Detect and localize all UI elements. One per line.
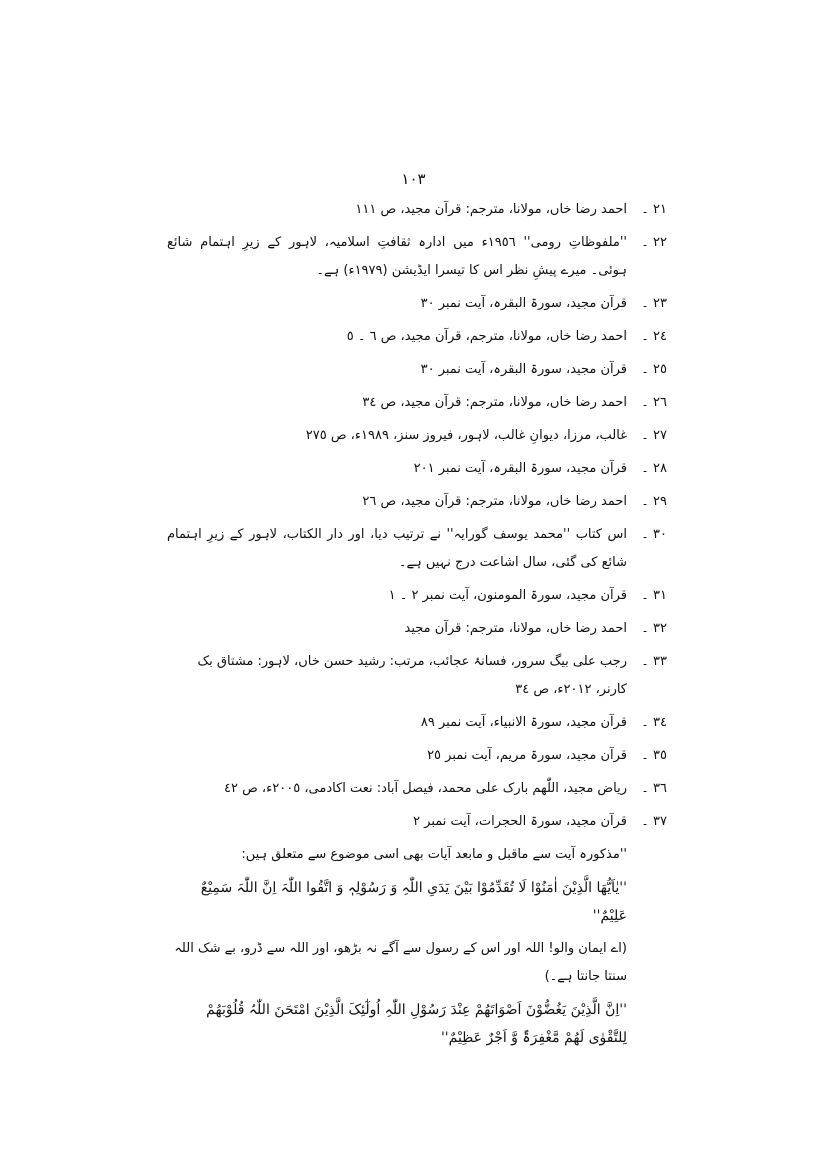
- endnote-text: قرآن مجید، سورۃ المومنون، آیت نمبر ٢ ۔ ١: [388, 588, 627, 603]
- endnote-text: ''ملفوظاتِ رومی'' ١٩٥٦ء میں ادارہ ثقافتِ اسلامیہ، لاہور کے زیرِ اہتمام شائع ہوئی۔ میرے پیشِ نظر اس کا تیسرا ایڈیشن (١٩٧٩ء) ہے۔: [167, 235, 627, 278]
- endnote-number: ٢٦ ۔: [641, 395, 667, 410]
- endnote-27: [167, 422, 667, 450]
- endnote-text: احمد رضا خاں، مولانا، مترجم: قرآن مجید، ص ٣٤: [362, 395, 627, 410]
- endnote-number: ٢٧ ۔: [641, 428, 667, 443]
- endnote-number: ٣٠ ۔: [641, 527, 667, 542]
- endnote-text: رجب علی بیگ سرور، فسانۂ عجائب، مرتب: رشید حسن خاں، لاہور: مشتاق بک کارنر، ٢٠١٢ء، ص ٣٤: [197, 654, 627, 697]
- endnote-number: ٣٦ ۔: [641, 781, 667, 796]
- endnote-number: ٢٢ ۔: [641, 235, 667, 250]
- endnote-22: [167, 229, 667, 285]
- endnote-text: قرآن مجید، سورۃ البقرہ، آیت نمبر ٣٠: [420, 296, 627, 311]
- quote-verse-2: ''اِنَّ الَّذِیْنَ یَغُضُّوْنَ اَصْوَاتَھُمْ عِنْدَ رَسُوْلِ اللّٰہِ اُولٰٓئِکَ الَّذِیْنَ امْتَحَنَ اللّٰہُ قُلُوْبَھُمْ لِلتَّقْوٰی لَھُمْ مَّغْفِرَۃٌ وَّ اَجْرٌ عَظِیْمٌ'': [206, 1002, 627, 1046]
- endnote-25: [167, 356, 667, 384]
- page-number: ١٠٣: [401, 170, 426, 188]
- endnote-number: ٣٣ ۔: [641, 654, 667, 669]
- endnote-text: قرآن مجید، سورۃ الحجرات، آیت نمبر ٢: [413, 814, 627, 829]
- endnote-number: ٣٢ ۔: [641, 621, 667, 636]
- endnote-32: [167, 615, 667, 643]
- endnote-text: غالب، مرزا، دیوانِ غالب، لاہور، فیروز سنز، ١٩٨٩ء، ص ٢٧٥: [305, 428, 627, 443]
- endnote-text: قرآن مجید، سورۃ الانبیاء، آیت نمبر ٨٩: [420, 715, 627, 730]
- endnote-30: [167, 521, 667, 577]
- endnote-text: احمد رضا خاں، مولانا، مترجم، قرآن مجید، ص ٦ ۔ ٥: [346, 329, 627, 344]
- endnote-number: ٢٥ ۔: [641, 362, 667, 377]
- endnote-number: ٣١ ۔: [641, 588, 667, 603]
- quote-intro: ''مذکورہ آیت سے ماقبل و مابعد آیات بھی اسی موضوع سے متعلق ہیں:: [241, 847, 627, 862]
- endnote-31: [167, 582, 667, 610]
- endnote-35: [167, 742, 667, 770]
- endnote-23: [167, 290, 667, 318]
- endnote-number: ٢٨ ۔: [641, 461, 667, 476]
- endnote-number: ٢٤ ۔: [641, 329, 667, 344]
- endnote-number: ٢١ ۔: [641, 202, 667, 217]
- endnote-number: ٢٩ ۔: [641, 494, 667, 509]
- endnote-number: ٣٤ ۔: [641, 715, 667, 730]
- endnote-number: ٣٥ ۔: [641, 748, 667, 763]
- endnote-text: قرآن مجید، سورۃ مریم، آیت نمبر ٢٥: [427, 748, 627, 763]
- quote-verse-1: ''یٰاَیُّھَا الَّذِیْنَ اٰمَنُوْا لَا تُقَدِّمُوْا بَیْنَ یَدَیِ اللّٰہِ وَ رَسُوْلِہٖ وَ اتَّقُوا اللّٰہَ اِنَّ اللّٰہَ سَمِیْعٌ عَلِیْمٌ'': [200, 880, 627, 924]
- endnote-37: [167, 808, 667, 836]
- endnote-21: [167, 196, 667, 224]
- endnote-text: احمد رضا خاں، مولانا، مترجم: قرآن مجید، ص ١١١: [355, 202, 627, 217]
- endnote-36: [167, 775, 667, 803]
- endnote-text: احمد رضا خاں، مولانا، مترجم: قرآن مجید: [404, 621, 627, 636]
- endnote-29: [167, 488, 667, 516]
- endnote-34: [167, 709, 667, 737]
- endnote-24: [167, 323, 667, 351]
- quote-translation: (اے ایمان والو! اللہ اور اس کے رسول سے آگے نہ بڑھو، اور اللہ سے ڈرو، بے شک اللہ سنتا جانتا ہے۔): [174, 941, 627, 984]
- endnote-text: اس کتاب ''محمد یوسف گورایہ'' نے ترتیب دیا، اور دار الکتاب، لاہور کے زیرِ اہتمام شائع کی گئی، سال اشاعت درج نہیں ہے۔: [167, 527, 627, 570]
- endnote-text: قرآن مجید، سورۃ البقرہ، آیت نمبر ٢٠١: [413, 461, 627, 476]
- endnotes-list: [167, 196, 667, 1057]
- endnote-33: [167, 648, 667, 704]
- endnote-text: قرآن مجید، سورۃ البقرہ، آیت نمبر ٣٠: [420, 362, 627, 377]
- endnote-text: ریاض مجید، اللّٰھم بارک علی محمد، فیصل آباد: نعت اکادمی، ٢٠٠٥ء، ص ٤٢: [223, 781, 627, 796]
- endnote-text: احمد رضا خاں، مولانا، مترجم: قرآن مجید، ص ٢٦: [362, 494, 627, 509]
- endnote-28: [167, 455, 667, 483]
- endnote-number: ٢٣ ۔: [641, 296, 667, 311]
- endnote-37-quote: [167, 841, 667, 1052]
- endnote-number: ٣٧ ۔: [641, 814, 667, 829]
- endnote-26: [167, 389, 667, 417]
